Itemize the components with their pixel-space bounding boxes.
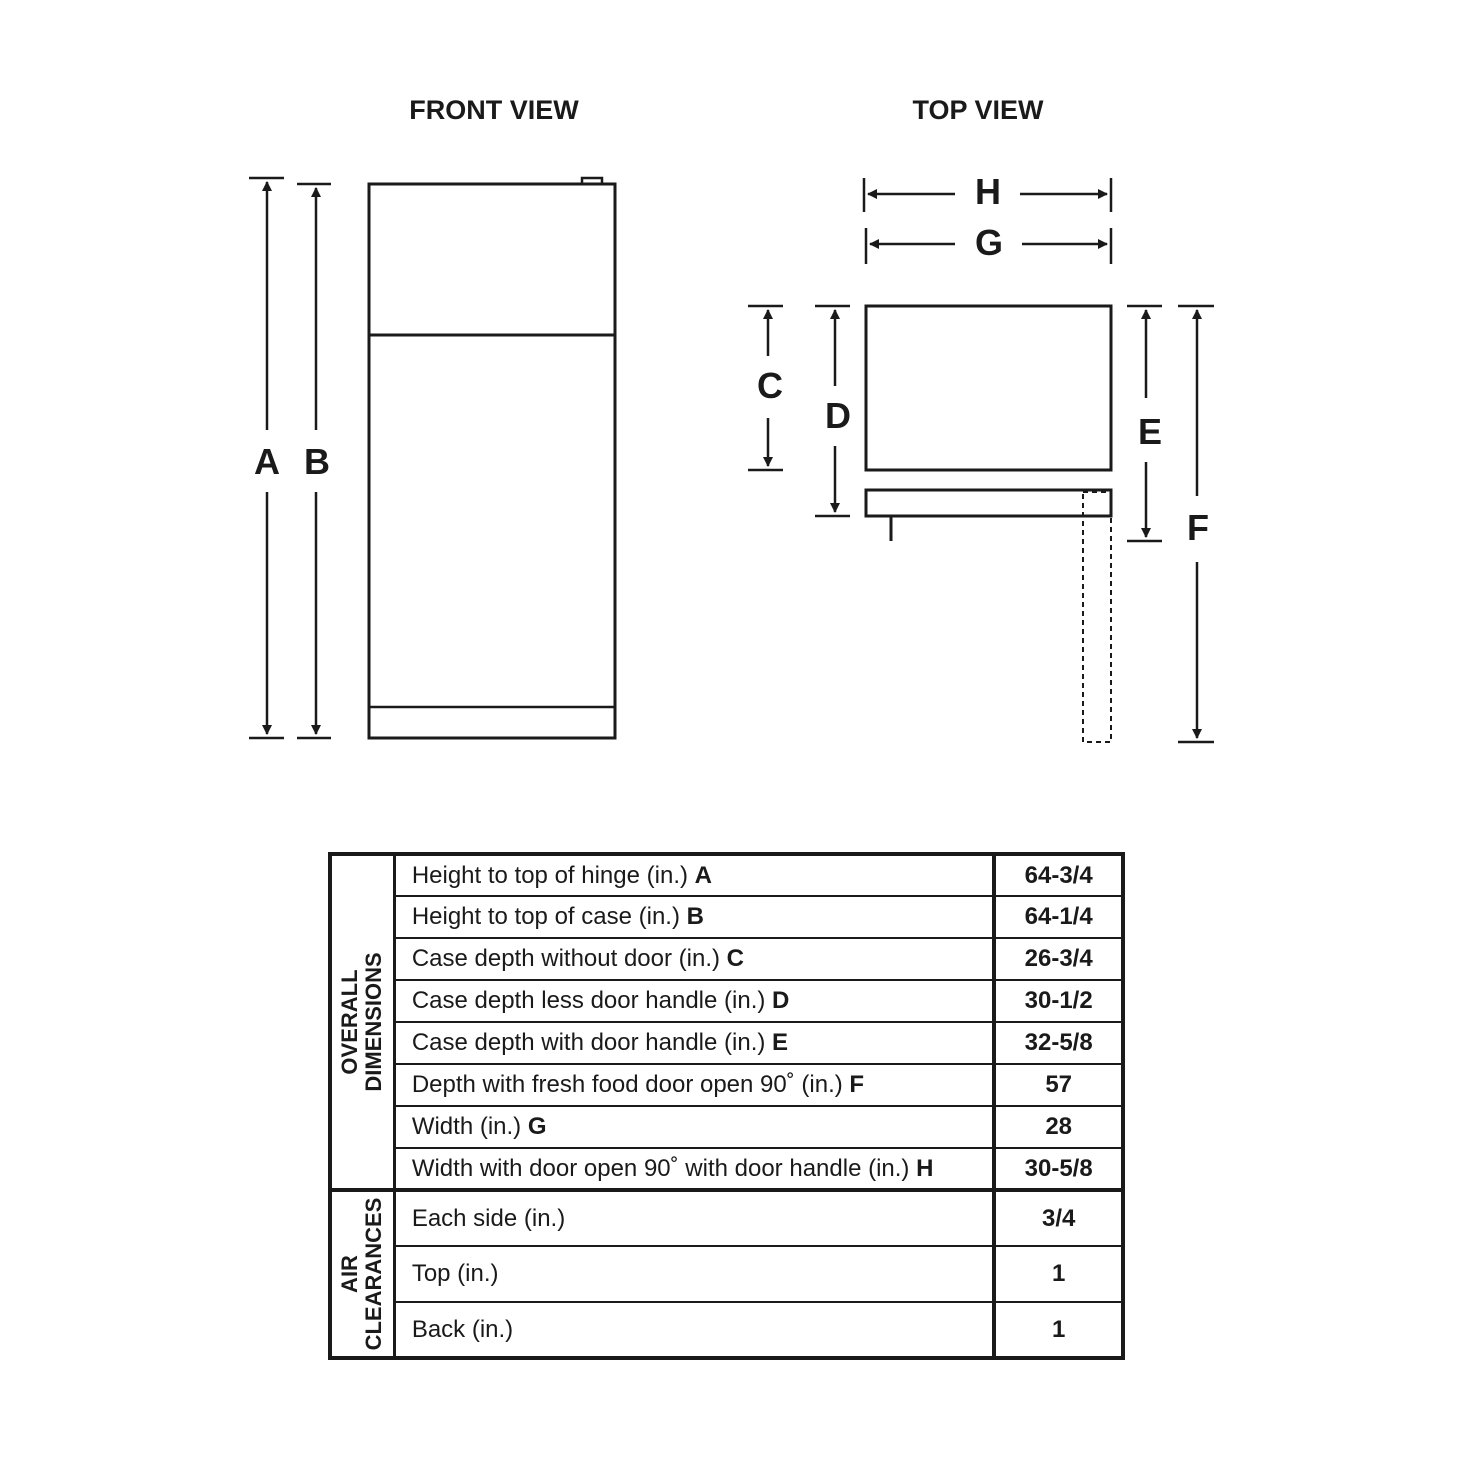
row-value: 1 bbox=[994, 1246, 1123, 1302]
group-label-air: AIR CLEARANCES bbox=[337, 1197, 387, 1351]
dimension-g bbox=[866, 222, 1111, 264]
table-row bbox=[330, 1302, 1123, 1358]
dimension-a bbox=[249, 178, 284, 738]
row-label: Height to top of case (in.) B bbox=[394, 896, 994, 938]
row-label: Width with door open 90˚ with door handle (in.) H bbox=[394, 1148, 994, 1190]
table-row bbox=[330, 1246, 1123, 1302]
row-value: 30-1/2 bbox=[994, 980, 1123, 1022]
dimension-f bbox=[1178, 306, 1214, 742]
table-row bbox=[330, 896, 1123, 938]
row-label: Back (in.) bbox=[394, 1302, 994, 1358]
group-label-overall: OVERALL DIMENSIONS bbox=[337, 952, 387, 1092]
row-value: 3/4 bbox=[994, 1190, 1123, 1246]
row-value: 28 bbox=[994, 1106, 1123, 1148]
front-view-drawing bbox=[249, 178, 615, 738]
dimensions-table bbox=[328, 852, 1125, 1360]
table-row bbox=[330, 1148, 1123, 1190]
dimension-letter-c: C bbox=[757, 365, 783, 406]
fridge-door-top bbox=[866, 490, 1111, 516]
table-row bbox=[330, 1106, 1123, 1148]
overall-dimensions-group bbox=[330, 854, 394, 1190]
fridge-case-top bbox=[866, 306, 1111, 470]
row-value: 26-3/4 bbox=[994, 938, 1123, 980]
dimension-letter-a: A bbox=[254, 441, 280, 482]
table-row bbox=[330, 938, 1123, 980]
row-value: 30-5/8 bbox=[994, 1148, 1123, 1190]
dimension-letter-h: H bbox=[975, 171, 1001, 212]
table-row bbox=[330, 854, 1123, 896]
top-view-drawing bbox=[748, 171, 1214, 742]
row-label: Case depth without door (in.) C bbox=[394, 938, 994, 980]
row-label: Top (in.) bbox=[394, 1246, 994, 1302]
row-label: Case depth less door handle (in.) D bbox=[394, 980, 994, 1022]
table-row bbox=[330, 1064, 1123, 1106]
row-value: 64-1/4 bbox=[994, 896, 1123, 938]
row-value: 57 bbox=[994, 1064, 1123, 1106]
front-view-title: FRONT VIEW bbox=[409, 95, 579, 125]
table-row bbox=[330, 1022, 1123, 1064]
dimension-d bbox=[815, 306, 851, 516]
dimension-b bbox=[297, 184, 331, 738]
dimension-letter-g: G bbox=[974, 222, 1004, 263]
dimension-c bbox=[748, 306, 783, 470]
row-label: Depth with fresh food door open 90˚ (in.) F bbox=[394, 1064, 994, 1106]
air-clearances-group bbox=[330, 1190, 394, 1358]
table-row bbox=[330, 980, 1123, 1022]
table-row bbox=[330, 1190, 1123, 1246]
row-value: 32-5/8 bbox=[994, 1022, 1123, 1064]
row-label: Width (in.) G bbox=[394, 1106, 994, 1148]
row-value: 64-3/4 bbox=[994, 854, 1123, 896]
dimension-letter-f: F bbox=[1187, 507, 1209, 548]
top-hinge bbox=[582, 178, 602, 184]
row-label: Height to top of hinge (in.) A bbox=[394, 854, 994, 896]
row-label: Case depth with door handle (in.) E bbox=[394, 1022, 994, 1064]
dimension-e bbox=[1127, 306, 1162, 541]
dimension-letter-d: D bbox=[825, 395, 851, 436]
fridge-body-front bbox=[369, 184, 615, 738]
row-value: 1 bbox=[994, 1302, 1123, 1358]
door-open-outline bbox=[1083, 492, 1111, 742]
row-label: Each side (in.) bbox=[394, 1190, 994, 1246]
dimension-letter-e: E bbox=[1137, 411, 1163, 452]
dimension-h bbox=[864, 171, 1111, 212]
top-view-title: TOP VIEW bbox=[912, 95, 1044, 125]
dimension-letter-b: B bbox=[304, 441, 330, 482]
